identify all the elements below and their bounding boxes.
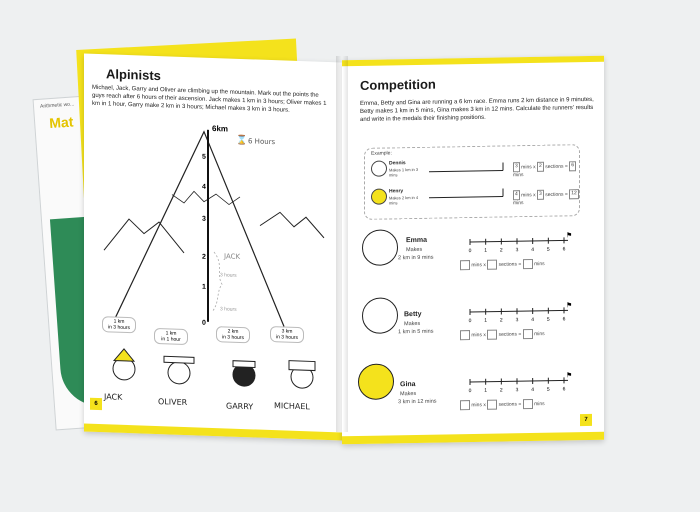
dennis-avatar [371, 161, 387, 177]
equation-betty [460, 329, 545, 340]
eq-betty-equals: = [518, 331, 522, 338]
bubble-jack: 1 km in 3 hours [102, 316, 136, 333]
example-name-dennis: Dennis [389, 160, 406, 167]
hourglass-label: 6 Hours [248, 137, 276, 147]
henry-avatar [371, 189, 387, 205]
number-line-label: 2 [499, 247, 503, 254]
annotation-3hours-a: 3 hours [220, 272, 237, 279]
climber-name-jack: JACK [104, 392, 123, 402]
eq-emma-mins-result: mins [534, 261, 545, 268]
example-sub-henry: Makes 2 km in 4 mins [389, 194, 419, 206]
number-line-label: 0 [468, 248, 472, 255]
runner-name-gina: Gina [400, 381, 416, 389]
eq-dennis-b: 2 [537, 162, 544, 172]
number-line-label: 0 [468, 318, 472, 325]
number-line-axis-emma [470, 240, 568, 242]
background-booklet-header: Arithmetic wo... [39, 101, 75, 110]
axis-tick-5: 5 [202, 153, 206, 161]
annotation-jack: JACK [224, 252, 241, 261]
eq-henry-b: 3 [537, 190, 544, 200]
climber-name-garry: GARRY [226, 401, 254, 412]
betty-avatar [362, 297, 398, 334]
number-line-label: 4 [531, 246, 535, 253]
answer-box-emma-3[interactable] [523, 259, 533, 269]
bubble-michael: 3 km in 3 hours [270, 326, 304, 343]
right-page-number: 7 [580, 414, 592, 426]
hourglass-icon: ⌛ [236, 134, 248, 146]
number-line-label: 0 [468, 388, 472, 395]
number-line-label: 3 [515, 317, 519, 324]
runner-name-betty: Betty [404, 310, 422, 319]
number-line-label: 5 [546, 246, 550, 253]
eq-henry-mins-result: mins [513, 200, 524, 207]
number-line-label: 5 [546, 386, 550, 393]
eq-betty-mins: mins [471, 332, 482, 339]
finish-flag-icon: ⚑ [566, 302, 573, 310]
example-eq-dennis: 3 mins x 2 sections = 6 mins [513, 162, 575, 179]
axis-tick-4: 4 [202, 183, 206, 191]
answer-box-betty-3[interactable] [523, 329, 533, 339]
eq-betty-sections: sections [498, 331, 517, 338]
book-spine [336, 56, 348, 432]
emma-avatar [362, 229, 398, 266]
runner-name-emma: Emma [406, 236, 428, 245]
axis-tick-0: 0 [202, 319, 206, 327]
axis-top-label: 6km [212, 123, 229, 134]
left-page-number: 6 [90, 398, 102, 410]
number-line-label: 6 [562, 386, 566, 393]
axis-tick-3: 3 [202, 215, 206, 223]
gina-avatar [358, 363, 394, 400]
number-line-label: 5 [546, 316, 550, 323]
number-line-axis-betty [470, 310, 568, 312]
answer-box-emma-1[interactable] [460, 260, 470, 270]
number-line-label: 4 [531, 386, 535, 393]
axis-tick-1: 1 [202, 283, 206, 291]
runner-rate-betty: 1 km in 5 mins [398, 328, 434, 336]
example-line-henry [427, 186, 507, 201]
eq-dennis-mins-result: mins [513, 172, 524, 179]
example-label: Example: [371, 150, 392, 157]
eq-gina-times: x [483, 402, 486, 409]
number-line-label: 1 [484, 387, 488, 394]
number-line-label: 6 [562, 246, 566, 253]
left-page-instructions: Michael, Jack, Garry and Oliver are climbing up the mountain. Mark out the points the guys reach after 6 hours of their ascension. Jack makes 1 km in 3 hours; Oliver makes 1 km in 1 hour, Garry make 2 km in 3 hours; Michael makes 3 km in 3 hours. [92, 84, 327, 114]
right-page-instructions: Emma, Betty and Gina are running a 6 km race. Emma runs 2 km distance in 9 minutes, Betty makes 1 km in 5 mins, Gina makes 3 km in 12 mins. Calculate the runners' results and write in the medals their finishing positions. [360, 96, 594, 123]
bubble-garry: 2 km in 3 hours [216, 326, 250, 343]
number-line-axis-gina [470, 380, 568, 382]
eq-gina-mins: mins [471, 402, 482, 409]
example-line-dennis [427, 160, 507, 175]
runner-makes-betty: Makes [404, 320, 421, 328]
number-line-label: 2 [499, 317, 503, 324]
number-line-label: 3 [515, 387, 519, 394]
bubble-oliver: 1 km in 1 hour [154, 328, 188, 345]
left-page-title: Alpinists [106, 66, 161, 84]
axis-tick-2: 2 [202, 253, 206, 261]
answer-box-gina-3[interactable] [523, 399, 533, 409]
climber-name-oliver: OLIVER [158, 397, 188, 408]
eq-betty-times: x [483, 332, 486, 339]
number-line-gina [464, 370, 576, 396]
climbers-illustration [94, 344, 334, 398]
number-line-emma [464, 230, 576, 256]
equation-emma [460, 259, 545, 270]
eq-henry-sections: sections [545, 191, 564, 199]
eq-emma-times: x [483, 262, 486, 269]
number-line-betty [464, 300, 576, 326]
answer-box-betty-1[interactable] [460, 330, 470, 340]
equation-gina [460, 399, 545, 410]
eq-dennis-c: 6 [569, 161, 576, 171]
answer-box-emma-2[interactable] [487, 260, 497, 270]
example-sub-dennis: Makes 1 km in 3 mins [389, 166, 419, 178]
number-line-label: 4 [531, 316, 535, 323]
finish-flag-icon: ⚑ [566, 372, 573, 380]
example-box [364, 144, 580, 220]
runner-rate-emma: 2 km in 9 mins [398, 254, 434, 262]
number-line-label: 3 [515, 247, 519, 254]
number-line-label: 1 [484, 247, 488, 254]
eq-henry-a: 4 [513, 190, 520, 200]
eq-henry-c: 12 [569, 189, 579, 199]
number-line-label: 2 [499, 387, 503, 394]
eq-emma-equals: = [518, 261, 522, 268]
runner-makes-gina: Makes [400, 390, 417, 398]
eq-emma-sections: sections [498, 261, 517, 268]
number-line-label: 1 [484, 317, 488, 324]
number-line-label: 6 [562, 316, 566, 323]
climber-name-michael: MICHAEL [274, 401, 310, 412]
eq-henry-mins: mins [521, 192, 532, 199]
eq-gina-mins-result: mins [534, 401, 545, 408]
eq-emma-mins: mins [471, 262, 482, 269]
answer-box-gina-2[interactable] [487, 400, 497, 410]
example-name-henry: Henry [389, 188, 404, 195]
mountain-illustration [84, 119, 342, 338]
eq-dennis-mins: mins [521, 164, 532, 171]
eq-dennis-a: 3 [513, 162, 520, 172]
example-eq-henry: 4 mins x 3 sections = 12 mins [513, 190, 577, 207]
runner-rate-gina: 3 km in 12 mins [398, 398, 437, 406]
finish-flag-icon: ⚑ [566, 232, 573, 240]
right-page-title: Competition [360, 76, 436, 93]
left-page [84, 53, 342, 440]
answer-box-gina-1[interactable] [460, 400, 470, 410]
eq-dennis-sections: sections [545, 163, 564, 171]
right-page [342, 56, 604, 445]
background-booklet-brand: Mat [48, 113, 74, 132]
eq-gina-equals: = [518, 401, 522, 408]
eq-betty-mins-result: mins [534, 331, 545, 338]
answer-box-betty-2[interactable] [487, 330, 497, 340]
runner-makes-emma: Makes [406, 246, 423, 254]
eq-gina-sections: sections [498, 401, 517, 408]
annotation-3hours-b: 3 hours [220, 306, 237, 313]
